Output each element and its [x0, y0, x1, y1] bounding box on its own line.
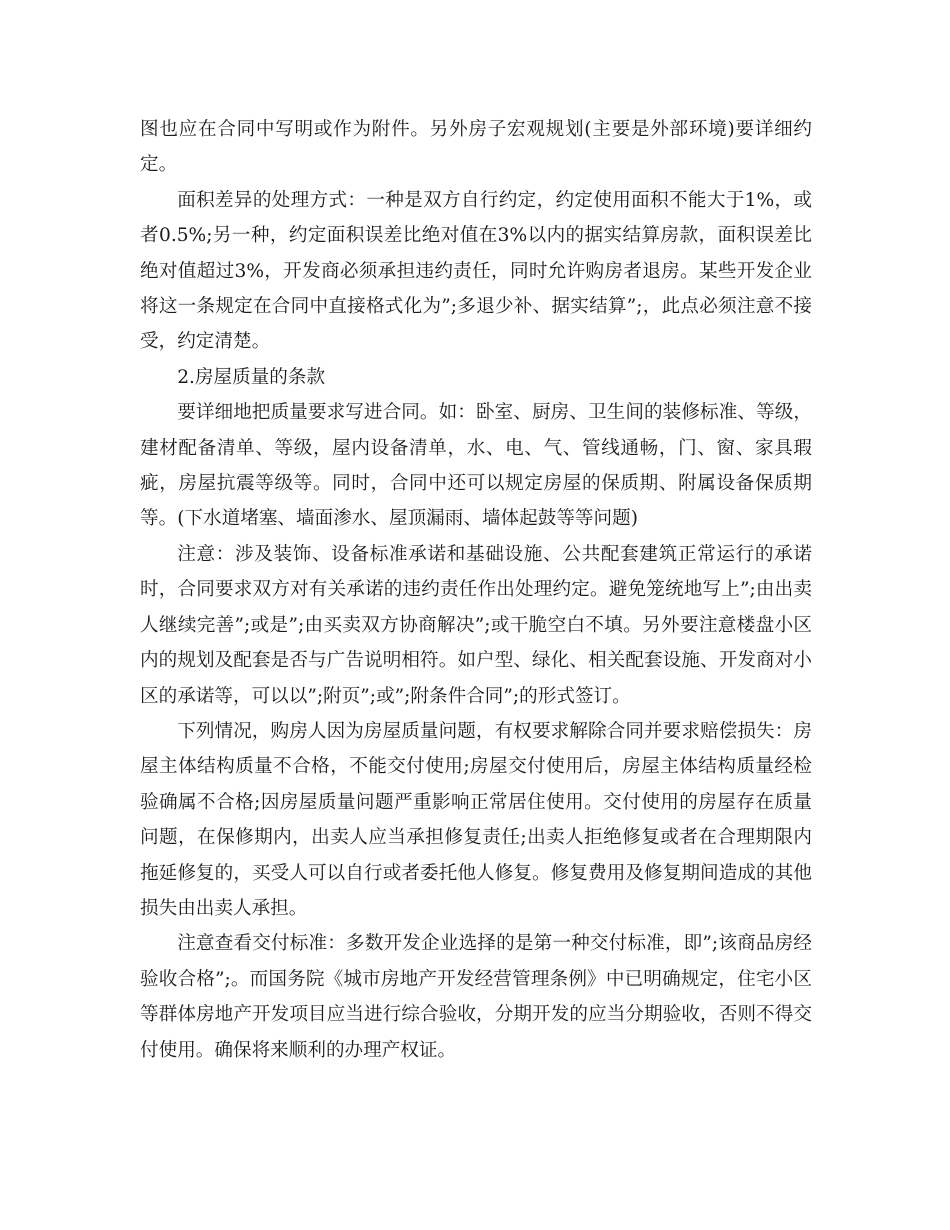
section-heading-quality-clause: 2.房屋质量的条款	[177, 366, 326, 388]
document-body	[140, 112, 812, 1068]
paragraph-commitment-notice: 注意：涉及装饰、设备标准承诺和基础设施、公共配套建筑正常运行的承诺时，合同要求双方对有关承诺的违约责任作出处理约定。避免笼统地写上”;由出卖人继续完善”;或是”;由买卖双方协商解决”;或干脆空白不填。另外要注意楼盘小区内的规划及配套是否与广告说明相符。如户型、绿化、相关配套设施、开发商对小区的承诺等，可以以”;附页”;或”;附条件合同”;的形式签订。	[140, 543, 812, 707]
paragraph-attachment-note: 图也应在合同中写明或作为附件。另外房子宏观规划(主要是外部环境)要详细约定。	[140, 119, 812, 176]
paragraph-area-difference: 面积差异的处理方式：一种是双方自行约定，约定使用面积不能大于1%，或者0.5%;另一种，约定面积误差比绝对值在3%以内的据实结算房款，面积误差比绝对值超过3%，开发商必须承担违约责任，同时允许购房者退房。某些开发企业将这一条规定在合同中直接格式化为”;多退少补、据实结算”;，此点必须注意不接受，约定清楚。	[140, 189, 812, 353]
paragraph-termination-conditions: 下列情况，购房人因为房屋质量问题，有权要求解除合同并要求赔偿损失：房屋主体结构质量不合格，不能交付使用;房屋交付使用后，房屋主体结构质量经检验确属不合格;因房屋质量问题严重影响正常居住使用。交付使用的房屋存在质量问题，在保修期内，出卖人应当承担修复责任;出卖人拒绝修复或者在合理期限内拖延修复的，买受人可以自行或者委托他人修复。修复费用及修复期间造成的其他损失由出卖人承担。	[140, 720, 812, 919]
paragraph-delivery-standard: 注意查看交付标准：多数开发企业选择的是第一种交付标准，即”;该商品房经验收合格”;。而国务院《城市房地产开发经营管理条例》中已明确规定，住宅小区等群体房地产开发项目应当进行综合验收，分期开发的应当分期验收，否则不得交付使用。确保将来顺利的办理产权证。	[140, 933, 812, 1061]
paragraph-quality-requirements: 要详细地把质量要求写进合同。如：卧室、厨房、卫生间的装修标准、等级，建材配备清单、等级，屋内设备清单，水、电、气、管线通畅，门、窗、家具瑕疵，房屋抗震等级等。同时，合同中还可以规定房屋的保质期、附属设备保质期等。(下水道堵塞、墙面渗水、屋顶漏雨、墙体起鼓等等问题)	[140, 402, 812, 530]
